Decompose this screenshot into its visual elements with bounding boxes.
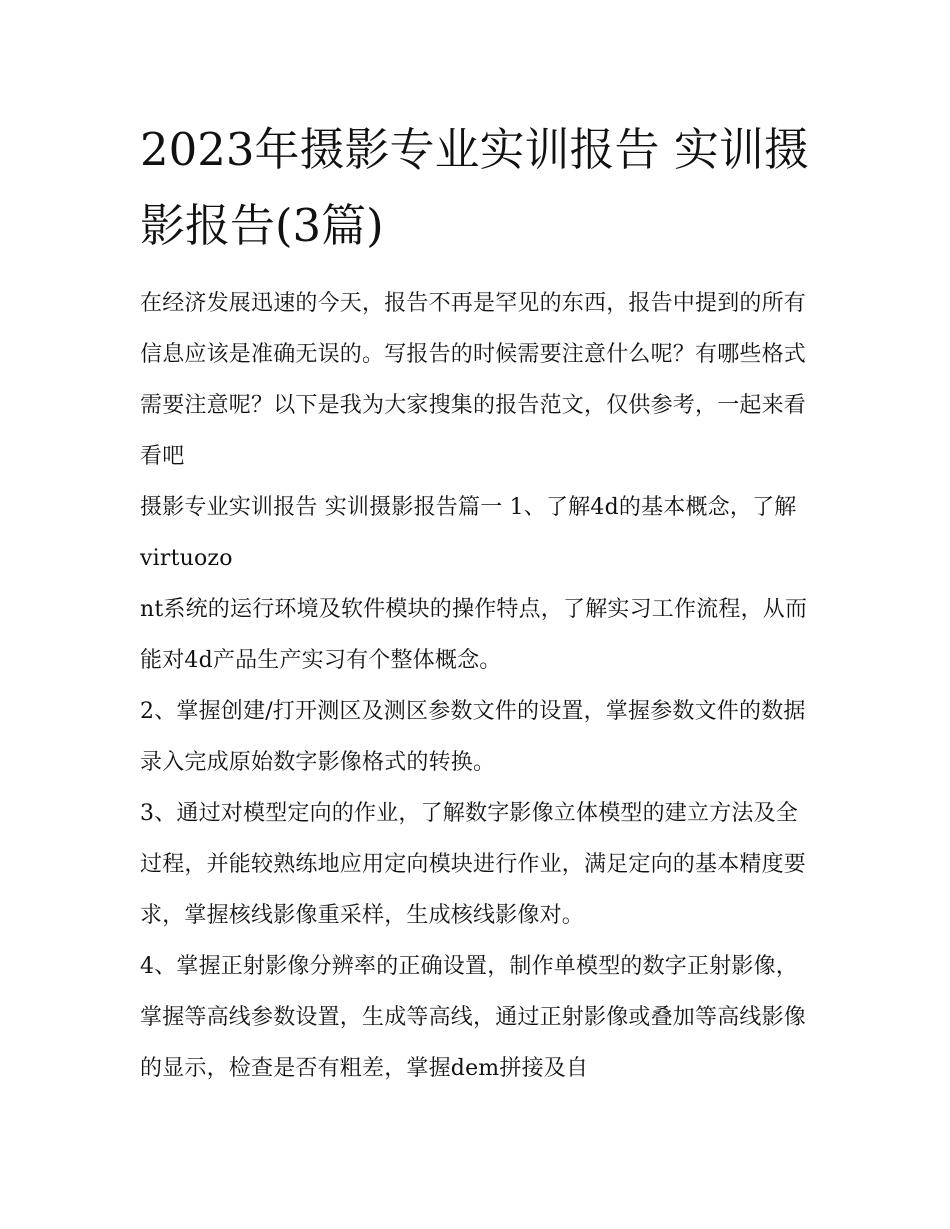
paragraph-section-one-start: 摄影专业实训报告 实训摄影报告篇一 1、了解4d的基本概念，了解virtuozo bbox=[140, 495, 797, 571]
document-title: 2023年摄影专业实训报告 实训摄影报告(3篇) bbox=[140, 123, 809, 252]
document-body bbox=[140, 112, 820, 1094]
paragraph-item-1: nt系统的运行环境及软件模块的操作特点，了解实习工作流程，从而能对4d产品生产实习有个整体概念。 bbox=[140, 597, 808, 673]
paragraph-intro: 在经济发展迅速的今天，报告不再是罕见的东西，报告中提到的所有信息应该是准确无误的。写报告的时候需要注意什么呢？有哪些格式需要注意呢？以下是我为大家搜集的报告范文，仅供参考，一起来看看吧 bbox=[140, 291, 807, 469]
paragraph-item-2: 2、掌握创建/打开测区及测区参数文件的设置，掌握参数文件的数据录入完成原始数字影像格式的转换。 bbox=[140, 699, 806, 775]
paragraph-item-3: 3、通过对模型定向的作业，了解数字影像立体模型的建立方法及全过程，并能较熟练地应用定向模块进行作业，满足定向的基本精度要求，掌握核线影像重采样，生成核线影像对。 bbox=[140, 801, 807, 928]
paragraph-item-4: 4、掌握正射影像分辨率的正确设置，制作单模型的数字正射影像，掌握等高线参数设置，生成等高线，通过正射影像或叠加等高线影像的显示，检查是否有粗差，掌握dem拼接及自 bbox=[140, 954, 807, 1081]
